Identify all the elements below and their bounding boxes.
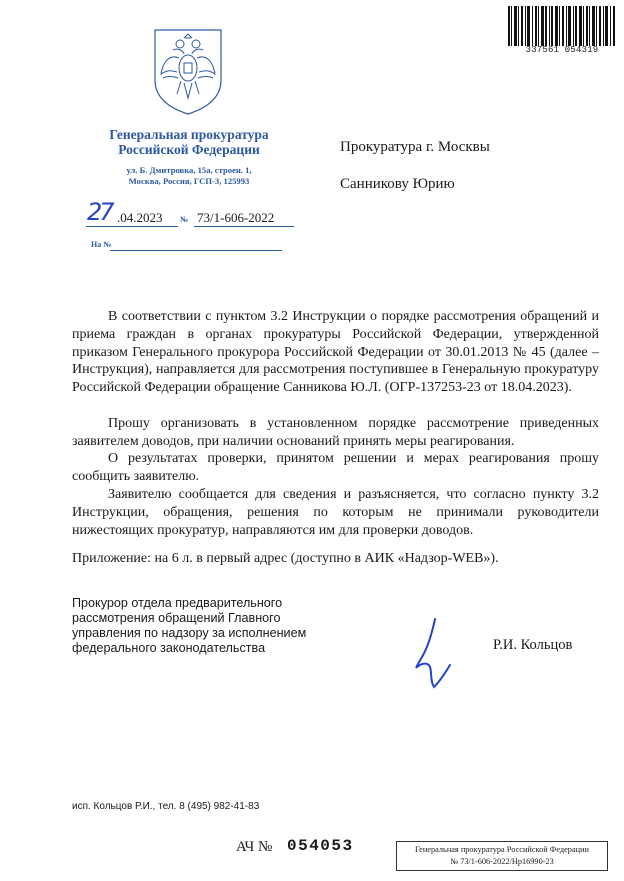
body-paragraph-1 <box>72 308 599 397</box>
date-underline <box>86 226 178 227</box>
number-underline <box>194 226 294 227</box>
state-emblem-icon <box>151 28 225 116</box>
paragraph-2-text: Прошу организовать в установленном порядке рассмотрение приведенных заявителем доводов, при наличии оснований принять меры реагирования. <box>72 416 599 449</box>
org-name <box>80 127 298 157</box>
org-name-line1: Генеральная прокуратура <box>109 127 269 142</box>
in-reply-label: На № <box>91 240 112 249</box>
paragraph-3-text: О результатах проверки, принятом решении и мерах реагирования прошу сообщить заявителю. <box>72 451 599 484</box>
body-paragraph-3 <box>72 450 599 486</box>
registration-stamp <box>396 841 608 871</box>
number-label: № <box>180 215 189 224</box>
signer-position-line2: рассмотрения обращений Главного <box>72 611 281 625</box>
handwritten-signature <box>408 617 456 689</box>
address-line2: Москва, Россия, ГСП-3, 125993 <box>128 176 250 186</box>
recipient-person: Санникову Юрию <box>340 176 455 192</box>
attachment-note: Приложение: на 6 л. в первый адрес (доступно в АИК «Надзор-WEB»). <box>72 551 499 566</box>
ach-number: 054053 <box>287 837 354 855</box>
signer-position-line4: федерального законодательства <box>72 641 266 655</box>
stamp-line1: Генеральная прокуратура Российской Федерации <box>415 845 589 854</box>
body-paragraph-4 <box>72 486 599 539</box>
outgoing-number: 73/1-606-2022 <box>197 210 275 225</box>
signer-name: Р.И. Кольцов <box>493 637 573 653</box>
stamp-line2: № 73/1-606-2022/Нр16990-23 <box>450 857 554 866</box>
paragraph-1-text: В соответствии с пунктом 3.2 Инструкции о порядке рассмотрения обращений и приема граждан в органах прокуратуры Российской Федерации, утвержденной приказом Генерального прокурора Российской Федерации от 30.01.2013 № 45 (далее – Инструкция), направляется для рассмотрения поступившее в Генеральную прокуратуру Российской Федерации обращение Санникова Ю.Л. (ОГР-137253-23 от 18.04.2023). <box>72 309 599 396</box>
executor-contact: исп. Кольцов Р.И., тел. 8 (495) 982-41-83 <box>72 801 260 812</box>
barcode <box>508 6 616 46</box>
signer-position-line3: управления по надзору за исполнением <box>72 626 307 640</box>
date-month-year: .04.2023 <box>117 210 163 225</box>
in-reply-underline <box>110 250 282 251</box>
paragraph-4-text: Заявителю сообщается для сведения и разъясняется, что согласно пункту 3.2 Инструкции, обращения, решения по которым не принимали руководители нижестоящих прокуратур, направляются им для проверки доводов. <box>72 487 599 538</box>
signer-position-line1: Прокурор отдела предварительного <box>72 596 283 610</box>
signer-position <box>72 596 352 656</box>
address-line1: ул. Б. Дмитровка, 15а, строен. 1, <box>126 165 252 175</box>
body-paragraph-2 <box>72 415 599 451</box>
org-name-line2: Российской Федерации <box>118 142 260 157</box>
date-day: 27 <box>87 198 112 226</box>
org-address <box>88 165 290 187</box>
ach-label: АЧ № <box>236 839 273 855</box>
recipient-office: Прокуратура г. Москвы <box>340 139 490 155</box>
barcode-number: 337561 054319 <box>525 45 599 55</box>
handwritten-date-day <box>87 198 119 228</box>
